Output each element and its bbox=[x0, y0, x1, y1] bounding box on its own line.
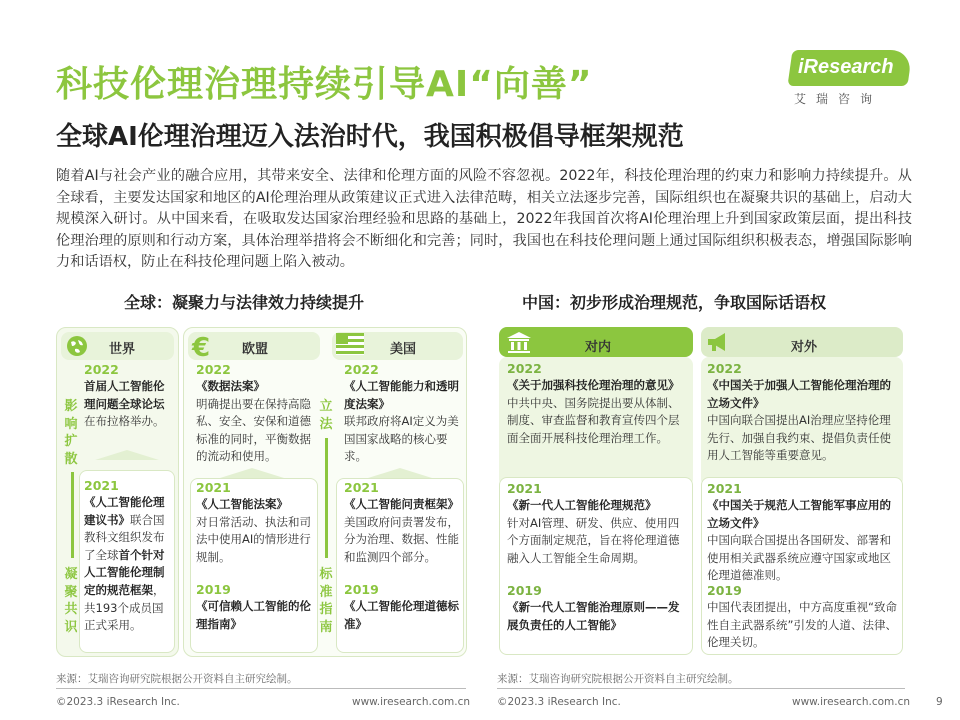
global-source-note: 来源：艾瑞咨询研究院根据公开资料自主研究绘制。 bbox=[56, 673, 298, 685]
domestic-year-2022: 2022 bbox=[507, 361, 542, 376]
external-2019-text: 中国代表团提出，中方高度重视“致命性自主武器系统”引发的人道、法律、伦理关切。 bbox=[707, 600, 897, 650]
logo-text: iResearch bbox=[798, 56, 894, 78]
world-2021-text bbox=[84, 494, 174, 635]
middle-divider bbox=[325, 438, 328, 558]
domestic-2022-rest: 中共中央、国务院提出要从体制、制度、审查监督和教育宣传四个层面全面开展科技伦理治理工作。 bbox=[507, 395, 680, 445]
eu-2021-title: 《人工智能法案》 bbox=[196, 497, 288, 511]
us-2022-rest: 联邦政府将AI定义为美国国家战略的核心要求。 bbox=[344, 414, 459, 464]
globe-icon bbox=[65, 334, 89, 358]
iresearch-logo bbox=[790, 50, 915, 108]
china-source-note: 来源：艾瑞咨询研究院根据公开资料自主研究绘制。 bbox=[497, 673, 739, 685]
domestic-year-2019: 2019 bbox=[507, 583, 542, 598]
intro-paragraph: 随着AI与社会产业的融合应用，其带来安全、法律和伦理方面的风险不容忽视。2022年，科技伦理治理的约束力和影响力持续提升。从全球看，主要发达国家和地区的AI伦理治理从政策建议正式进入法律范畴，相关立法逐步完善，国际组织也在凝聚共识的基础上，启动大规模深入研讨。从中国来看，在吸取发达国家治理经验和思路的基础上，2022年我国首次将AI伦理治理上升到国家政策层面，提出科技伦理治理的原则和行动方案，具体治理举措将会不断细化和完善；同时，我国也在科技伦理问题上通过国际组织积极表态，增强国际影响力和话语权，防止在科技伦理问题上陷入被动。 bbox=[56, 168, 912, 270]
megaphone-icon bbox=[705, 330, 731, 354]
footer-url-right[interactable]: www.iresearch.com.cn bbox=[792, 696, 911, 708]
world-side-top: 影响扩散 bbox=[64, 399, 78, 467]
domestic-2022-title: 《关于加强科技伦理治理的意见》 bbox=[507, 378, 680, 392]
external-year-2022: 2022 bbox=[707, 361, 742, 376]
world-side-bottom: 凝聚共识 bbox=[64, 567, 78, 635]
eu-2021-rest: 对日常活动、执法和司法中使用AI的情形进行规制。 bbox=[196, 514, 311, 564]
eu-label: 欧盟 bbox=[242, 342, 269, 357]
external-2021-text bbox=[707, 497, 899, 585]
eu-arrow bbox=[220, 468, 284, 478]
domestic-2021-title: 《新一代人工智能伦理规范》 bbox=[507, 498, 657, 512]
eu-2019-title: 《可信赖人工智能的伦理指南》 bbox=[196, 599, 311, 631]
us-label: 美国 bbox=[390, 342, 417, 357]
eu-year-2021: 2021 bbox=[196, 480, 231, 495]
footer-copyright-right: ©2023.3 iResearch Inc. bbox=[497, 696, 621, 708]
world-2021-a: 联合国教科文组织发布了全球 bbox=[84, 512, 165, 562]
world-2021-title: 《人工智能伦理建议书》 bbox=[84, 495, 165, 527]
us-2021-title: 《人工智能问责框架》 bbox=[344, 497, 459, 511]
world-2022-rest: 在布拉格举办。 bbox=[84, 414, 165, 429]
domestic-2019-title: 《新一代人工智能治理原则——发展负责任的人工智能》 bbox=[507, 600, 680, 632]
us-flag-icon bbox=[336, 333, 364, 355]
domestic-panel bbox=[497, 327, 695, 657]
eu-year-2019: 2019 bbox=[196, 582, 231, 597]
world-label: 世界 bbox=[109, 342, 136, 357]
eu-2022-title: 《数据法案》 bbox=[196, 379, 265, 393]
domestic-year-2021: 2021 bbox=[507, 481, 542, 496]
logo-subtitle: 艾瑞咨询 bbox=[794, 92, 883, 106]
footer-rule-right bbox=[497, 688, 905, 689]
building-icon bbox=[505, 330, 533, 354]
world-2022-bold: 首届人工智能伦理问题全球论坛 bbox=[84, 379, 165, 411]
external-2022-rest: 中国向联合国提出AI治理应坚持伦理先行、加强自我约束、提倡负责任使用人工智能等重要意见。 bbox=[707, 413, 891, 463]
domestic-2022-text bbox=[507, 377, 689, 447]
external-2022-title: 《中国关于加强人工智能伦理治理的立场文件》 bbox=[707, 378, 891, 410]
world-arrow bbox=[95, 450, 159, 460]
world-divider bbox=[71, 472, 74, 558]
footer-rule-left bbox=[56, 688, 466, 689]
domestic-2021-rest: 针对AI管理、研发、供应、使用四个方面制定规范，旨在将伦理道德融入人工智能全生命周期。 bbox=[507, 515, 680, 565]
us-2021-rest: 美国政府问责署发布，分为治理、数据、性能和监测四个部分。 bbox=[344, 514, 459, 564]
world-2022-text bbox=[84, 378, 174, 431]
euro-icon bbox=[190, 332, 216, 360]
eu-2021-text bbox=[196, 496, 312, 566]
footer-copyright-left: ©2023.3 iResearch Inc. bbox=[56, 696, 180, 708]
world-year-2022: 2022 bbox=[84, 362, 119, 377]
eu-side-top: 立法 bbox=[319, 399, 333, 432]
external-2022-text bbox=[707, 377, 899, 465]
us-year-2019: 2019 bbox=[344, 582, 379, 597]
us-2019-title: 《人工智能伦理道德标准》 bbox=[344, 599, 459, 631]
footer-url-left[interactable]: www.iresearch.com.cn bbox=[352, 696, 471, 708]
us-2022-title: 《人工智能能力和透明度法案》 bbox=[344, 379, 459, 411]
external-year-2021: 2021 bbox=[707, 481, 742, 496]
world-2021-bold: 首个针对人工智能伦理制定的规范框架 bbox=[84, 547, 165, 597]
eu-us-panel bbox=[183, 327, 467, 657]
eu-2022-rest: 明确提出要在保持高隐私、安全、安保和道德标准的同时，平衡数据的流动和使用。 bbox=[196, 396, 311, 464]
eu-2019-text bbox=[196, 598, 312, 633]
external-year-2019: 2019 bbox=[707, 583, 742, 598]
eu-year-2022: 2022 bbox=[196, 362, 231, 377]
eu-2022-text bbox=[196, 378, 312, 466]
world-year-2021: 2021 bbox=[84, 478, 119, 493]
page-number: 9 bbox=[936, 696, 943, 708]
domestic-2021-text bbox=[507, 497, 689, 567]
external-2021-rest: 中国向联合国提出各国研发、部署和使用相关武器系统应遵守国家或地区伦理道德准则。 bbox=[707, 533, 891, 583]
global-heading: 全球：凝聚力与法律效力持续提升 bbox=[124, 293, 365, 312]
us-arrow bbox=[368, 468, 432, 478]
world-2021-b: ，共193个成员国正式采用。 bbox=[84, 582, 165, 633]
us-2022-text bbox=[344, 378, 460, 466]
svg-text:€: € bbox=[192, 333, 211, 360]
world-panel bbox=[56, 327, 179, 657]
us-side-bottom: 标准指南 bbox=[319, 567, 333, 635]
us-2021-text bbox=[344, 496, 460, 566]
external-label: 对外 bbox=[791, 340, 818, 355]
external-panel bbox=[699, 327, 905, 657]
us-year-2022: 2022 bbox=[344, 362, 379, 377]
us-2019-text bbox=[344, 598, 460, 633]
external-2021-title: 《中国关于规范人工智能军事应用的立场文件》 bbox=[707, 498, 891, 530]
domestic-label: 对内 bbox=[585, 340, 612, 355]
us-year-2021: 2021 bbox=[344, 480, 379, 495]
china-heading: 中国：初步形成治理规范，争取国际话语权 bbox=[522, 293, 827, 312]
page-subtitle: 全球AI伦理治理迈入法治时代，我国积极倡导框架规范 bbox=[56, 122, 684, 152]
domestic-2019-text bbox=[507, 599, 689, 634]
page-title: 科技伦理治理持续引导AI“向善” bbox=[56, 64, 593, 105]
